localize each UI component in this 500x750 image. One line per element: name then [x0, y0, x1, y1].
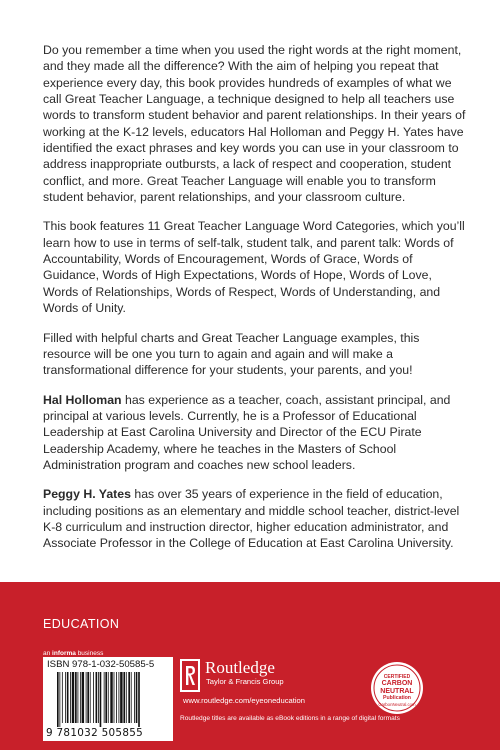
publisher-name: Routledge [205, 658, 275, 677]
routledge-logo-icon [180, 659, 200, 692]
author-bio-holloman [43, 392, 468, 474]
badge-publication: Publication [383, 695, 411, 701]
description-paragraph-1: Do you remember a time when you used the right words at the right moment, and they made all the difference? With the aim of helping you repeat that experience every day, this book provides hundreds of examples of what we call Great Teacher Language, a technique designed to help all teachers use words to transform student behavior and parent relationships. In their years of working at the K-12 levels, educators Hal Holloman and Peggy H. Yates have identified the exact phrases and key words you can use in your classroom to address inappropriate outbursts, a lack of respect and cooperation, student conflict, and more. Great Teacher Language will enable you to transform student behavior, parent relationships, and your classroom culture. [43, 43, 466, 205]
author-bio-text-yates: has over 35 years of experience in the field of education, including positions as an elementary and middle school teacher, district-level K-8 curriculum and instruction director, higher education administrator, and Associate Professor in the College of Education at East Carolina University. [43, 487, 460, 551]
back-cover-text [43, 42, 468, 565]
barcode-digits: 9 781032 505855 [46, 727, 144, 739]
publisher-group: Taylor & Francis Group [206, 677, 284, 686]
author-name-yates: Peggy H. Yates [43, 487, 131, 502]
barcode-icon [57, 672, 169, 727]
barcode-box [43, 657, 173, 741]
ebook-note: Routledge titles are available as eBook editions in a range of digital formats [180, 715, 400, 722]
carbon-neutral-badge [370, 661, 424, 715]
badge-certified: CERTIFIED [383, 674, 411, 680]
badge-carbon-neutral: CARBON NEUTRAL [380, 680, 414, 695]
author-bio-text-holloman: has experience as a teacher, coach, assistant principal, and principal at various levels. Currently, he is a Professor of Educational Leadership at East Carolina University and Director of the ECU Pirate Leadership Academy, where he teaches in the Masters of School Administration program and coaches new school leaders. [43, 392, 451, 472]
description-paragraph-2: This book features 11 Great Teacher Language Word Categories, which you’ll learn how to use in terms of self-talk, student talk, and parent talk: Words of Accountability, Words of Encouragement, Words of Grace, Words of Guidance, Words of High Expectations, Words of Hope, Words of Love, Words of Relationships, Words of Respect, Words of Understanding, and Words of Unity. [43, 219, 465, 316]
isbn-number: ISBN 978-1-032-50585-5 [47, 659, 155, 670]
author-bio-yates [43, 486, 468, 551]
informa-tagline [43, 650, 103, 657]
badge-url: CarbonNeutral.com [378, 702, 416, 707]
carbon-neutral-text [375, 674, 419, 707]
subject-category: EDUCATION [43, 617, 120, 631]
author-name-holloman: Hal Holloman [43, 392, 122, 407]
informa-word: informa [52, 650, 76, 657]
informa-suffix: business [75, 650, 104, 657]
description-paragraph-3: Filled with helpful charts and Great Teacher Language examples, this resource will be one you turn to again and again and will make a transformational difference for your students, your parents, and you! [43, 330, 420, 378]
informa-prefix: an [43, 650, 53, 657]
publisher-url: www.routledge.com/eyeoneducation [183, 696, 305, 705]
